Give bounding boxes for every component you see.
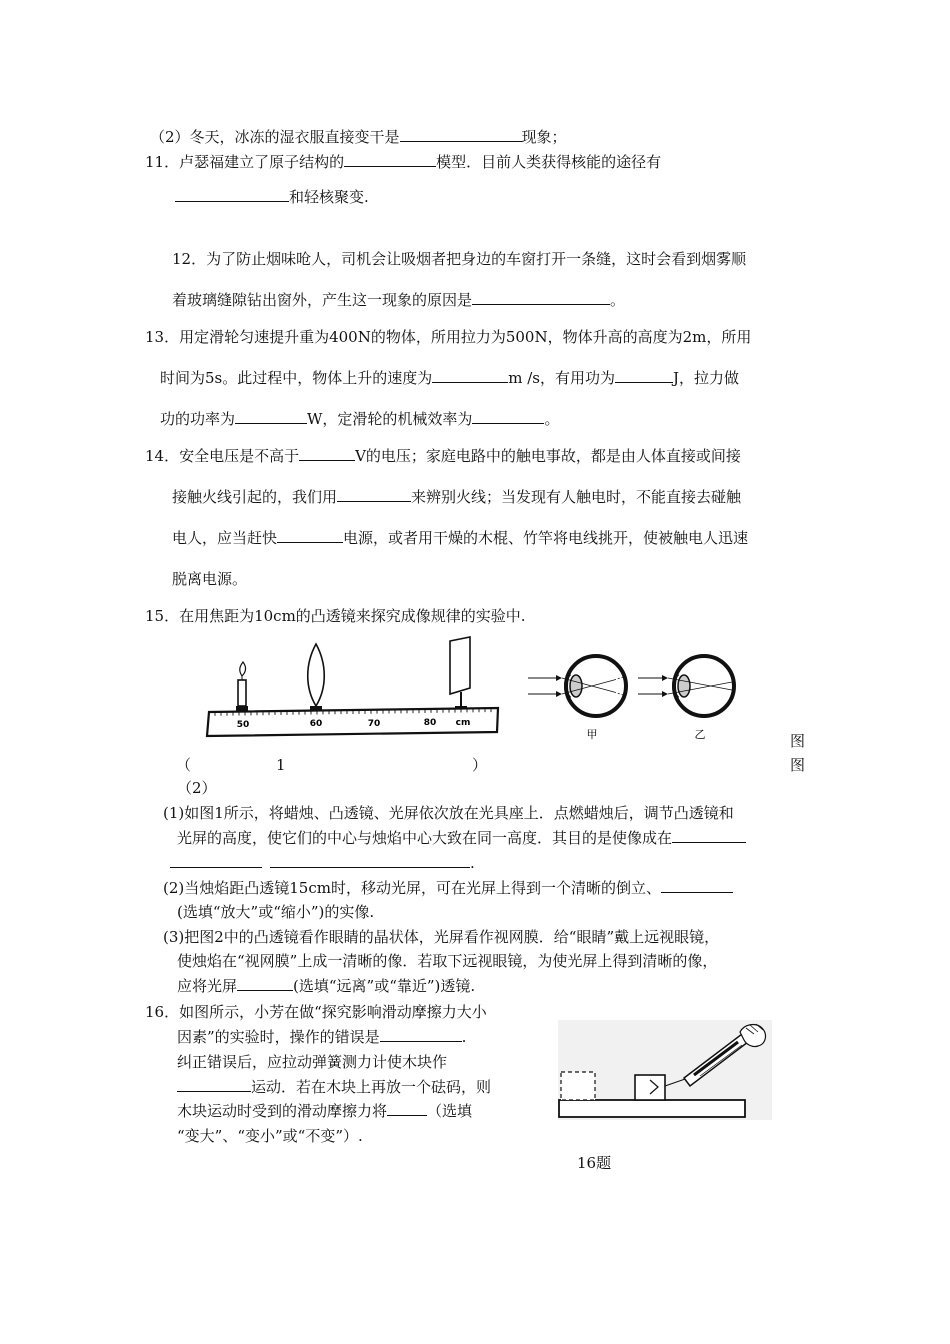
- q14-line3: [172, 528, 748, 548]
- figure-caption: 1: [276, 756, 286, 774]
- text: (选填“远离”或“靠近”)透镜.: [293, 977, 476, 995]
- text: 运动．若在木块上再放一个砝码，则: [251, 1078, 492, 1096]
- text: 13．用定滑轮匀速提升重为400N的物体，所用拉力为500N，物体升高的高度为2m，所用: [145, 328, 752, 346]
- text: m /s，有用功为: [508, 369, 615, 387]
- text: 时间为5s。此过程中，物体上升的速度为: [160, 369, 433, 387]
- q15-sub1-line1: [163, 803, 734, 823]
- ruler-tick-label: 60: [309, 719, 323, 729]
- ruler-tick-label: cm: [455, 718, 471, 728]
- q12-line2: [172, 290, 625, 310]
- text: 14．安全电压是不高于: [145, 447, 300, 465]
- friction-experiment-figure: [558, 1020, 772, 1120]
- convex-lens-icon: [308, 644, 325, 706]
- q15-sub2-line1: [163, 878, 733, 898]
- board: [559, 1100, 745, 1117]
- text: “变大”、“变小”或“不变”）.: [177, 1127, 363, 1145]
- answer-blank[interactable]: [380, 1027, 462, 1042]
- q15-sub3-line1: [163, 927, 719, 947]
- ruler-tick-label: 50: [236, 720, 250, 730]
- text: .: [461, 1028, 467, 1046]
- answer-blank[interactable]: [661, 878, 733, 893]
- q16-line3: [177, 1052, 447, 1072]
- q13-line1: [145, 327, 751, 347]
- q14-line2: [172, 487, 741, 507]
- q16-line1: [145, 1002, 487, 1022]
- ruler-tick-label: 80: [423, 718, 437, 728]
- answer-blank[interactable]: [177, 1077, 251, 1092]
- text: 16．如图所示，小芳在做“探究影响滑动摩擦力大小: [145, 1003, 487, 1021]
- text: 电人，应当赶快: [172, 529, 278, 547]
- answer-blank[interactable]: [672, 828, 746, 843]
- q14-line1: [145, 446, 741, 466]
- answer-blank[interactable]: [432, 368, 508, 383]
- text: 光屏的高度，使它们的中心与烛焰中心大致在同一高度．其目的是使像成在: [177, 829, 673, 847]
- figure-caption: 图: [790, 756, 806, 774]
- figure-caption-q16: 16题: [577, 1154, 612, 1172]
- text: 和轻核聚变.: [289, 188, 369, 206]
- optical-bench-figure: [205, 636, 505, 746]
- q15-title: [145, 606, 526, 626]
- q11-line2: [175, 187, 369, 207]
- q16-line5: [177, 1101, 472, 1121]
- q13-line2: [160, 368, 739, 388]
- text: 使烛焰在“视网膜”上成一清晰的像．若取下远视眼镜，为使光屏上得到清晰的像，: [177, 952, 718, 970]
- figure-caption: ）: [472, 756, 488, 774]
- q16-line4: [177, 1077, 491, 1097]
- answer-blank[interactable]: [472, 290, 610, 305]
- text: 着玻璃缝隙钻出窗外，产生这一现象的原因是: [172, 291, 473, 309]
- answer-blank[interactable]: [277, 528, 343, 543]
- text: （2）冬天，冰冻的湿衣服直接变干是: [150, 128, 400, 146]
- text: 脱离电源。: [172, 570, 248, 588]
- text: 。: [544, 410, 560, 428]
- text: 11．卢瑟福建立了原子结构的: [145, 153, 345, 171]
- text: 应将光屏: [177, 977, 238, 995]
- eye-label: 乙: [694, 728, 706, 741]
- text: .: [470, 854, 475, 872]
- q15-sub3-line3: [177, 976, 475, 996]
- text: （选填: [427, 1102, 473, 1120]
- dashed-block: [561, 1072, 595, 1100]
- q16-line6: [177, 1126, 363, 1146]
- text: 纠正错误后，应拉动弹簧测力计使木块作: [177, 1053, 448, 1071]
- q16-line2: [177, 1027, 466, 1047]
- q11-line1: [145, 152, 661, 172]
- text: V的电压；家庭电路中的触电事故，都是由人体直接或间接: [355, 447, 741, 465]
- answer-blank[interactable]: [472, 409, 544, 424]
- text: J，拉力做: [673, 369, 740, 387]
- eye-left-icon: [528, 656, 626, 741]
- text: (选填“放大”或“缩小”)的实像.: [177, 903, 375, 921]
- q14-line4: [172, 569, 247, 589]
- answer-blank[interactable]: [175, 187, 289, 202]
- answer-blank[interactable]: [235, 409, 307, 424]
- answer-blank[interactable]: [170, 853, 262, 868]
- text: (2)当烛焰距凸透镜15cm时，移动光屏，可在光屏上得到一个清晰的倒立、: [163, 879, 661, 897]
- text: (3)把图2中的凸透镜看作眼睛的晶状体，光屏看作视网膜．给“眼睛”戴上远视眼镜，: [163, 928, 720, 946]
- answer-blank[interactable]: [337, 487, 411, 502]
- ruler-tick-label: 70: [367, 719, 381, 729]
- text: 模型．目前人类获得核能的途径有: [436, 153, 662, 171]
- wooden-block-icon: [635, 1075, 665, 1100]
- screen-icon: [450, 637, 470, 706]
- q15-sub2-line2: [177, 902, 374, 922]
- text: 15．在用焦距为10cm的凸透镜来探究成像规律的实验中.: [145, 607, 526, 625]
- ruler: [207, 708, 498, 736]
- eye-label: 甲: [586, 728, 598, 741]
- text: 因素”的实验时，操作的错误是: [177, 1028, 380, 1046]
- answer-blank[interactable]: [270, 853, 470, 868]
- answer-blank[interactable]: [615, 368, 673, 383]
- q12-line1: [172, 249, 746, 269]
- text: 来辨别火线；当发现有人触电时，不能直接去碰触: [411, 488, 742, 506]
- text: 现象；: [521, 128, 567, 146]
- candle-icon: [238, 662, 246, 706]
- answer-blank[interactable]: [387, 1101, 427, 1116]
- figure-caption: 图: [790, 732, 806, 750]
- text: 。: [610, 291, 626, 309]
- text: 功的功率为: [160, 410, 236, 428]
- q15-sub1-line2: [177, 828, 746, 848]
- answer-blank[interactable]: [344, 152, 436, 167]
- q13-line3: [160, 409, 559, 429]
- q10-part2-line: [150, 127, 567, 147]
- text: W，定滑轮的机械效率为: [307, 410, 473, 428]
- answer-blank[interactable]: [237, 976, 293, 991]
- text: 12．为了防止烟味呛人，司机会让吸烟者把身边的车窗打开一条缝，这时会看到烟雾顺: [172, 250, 747, 268]
- eye-right-icon: [638, 656, 734, 741]
- text: 接触火线引起的，我们用: [172, 488, 338, 506]
- text: 电源，或者用干燥的木棍、竹竿将电线挑开，使被触电人迅速: [343, 529, 749, 547]
- figure-caption: （: [176, 756, 192, 774]
- q15-sub1-line3: [170, 853, 475, 873]
- figure-caption: （2）: [177, 779, 217, 797]
- eye-diagram-figure: [526, 648, 766, 746]
- text: 木块运动时受到的滑动摩擦力将: [177, 1102, 388, 1120]
- text: (1)如图1所示，将蜡烛、凸透镜、光屏依次放在光具座上．点燃蜡烛后，调节凸透镜和: [163, 804, 734, 822]
- answer-blank[interactable]: [299, 446, 355, 461]
- q15-sub3-line2: [177, 951, 717, 971]
- answer-blank[interactable]: [400, 127, 522, 142]
